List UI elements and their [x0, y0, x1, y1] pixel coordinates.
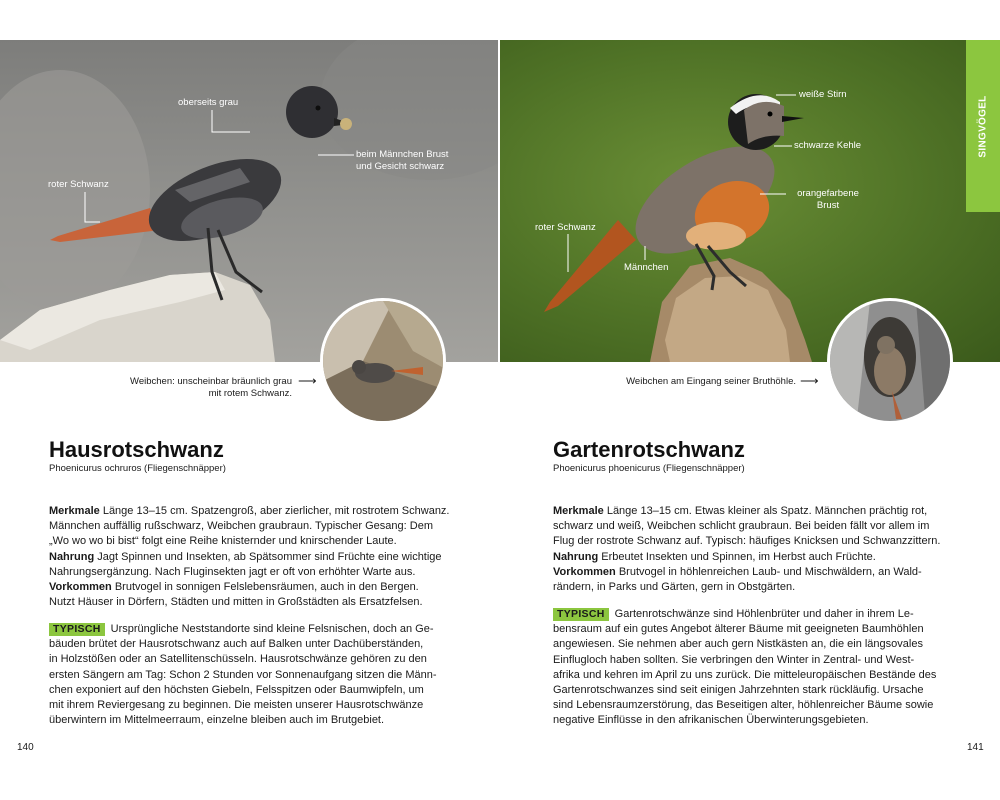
annotation-brust-line2: und Gesicht schwarz: [356, 161, 445, 172]
text-line: rändern, in Parks und Gärten, gern in Obstgärten.: [553, 581, 796, 594]
left-inset-caption-line1: Weibchen: unscheinbar bräunlich grau: [130, 376, 292, 387]
text-line: Vorkommen Brutvogel in sonnigen Felslebensräumen, auch in den Bergen.: [49, 581, 419, 594]
female-black-redstart-illustration: [323, 301, 446, 424]
annotation-kehle: schwarze Kehle: [794, 140, 862, 151]
left-page-subtitle: Phoenicurus ochruros (Fliegenschnäpper): [49, 463, 226, 474]
female-common-redstart-illustration: [830, 301, 953, 424]
text-line: Nahrung Erbeutet Insekten und Spinnen, im Herbst auch Früchte.: [553, 550, 876, 563]
text-line: bensraum auf ein gutes Angebot älterer Bäume mit geeigneten Baumhöhlen: [553, 623, 924, 636]
right-inset-caption: Weibchen am Eingang seiner Bruthöhle.: [626, 376, 796, 387]
left-body-text: [49, 504, 454, 610]
typisch-badge: TYPISCH: [49, 623, 105, 636]
text-line: chen exponiert auf den höchsten Giebeln, Felsspitzen oder Baumwipfeln, um: [49, 683, 424, 696]
annotation-schwanz: roter Schwanz: [48, 179, 109, 190]
page-number-left: 140: [17, 742, 34, 753]
right-arrow-icon: ⟶: [800, 373, 819, 388]
female-black-redstart-inset: [320, 298, 446, 424]
text-line: sind Lebensraumzerstörung, das Beseitigen alter, höhlenreicher Bäume sowie: [553, 699, 934, 712]
text-line: Gartenrotschwanzes sind seit einigen Jahrzehnten stark rückläufig. Ursache: [553, 684, 924, 697]
text-line: TYPISCH Gartenrotschwänze sind Höhlenbrüter und daher in ihrem Le-: [553, 607, 958, 622]
annotation-maennchen: Männchen: [624, 262, 669, 273]
text-line: negative Einflüsse in den afrikanischen Überwinterungsgebieten.: [553, 714, 869, 727]
text-line: Vorkommen Brutvogel in höhlenreichen Laub- und Mischwäldern, an Wald-: [553, 565, 922, 578]
text-line: TYPISCH Ursprüngliche Neststandorte sind kleine Felsnischen, doch an Ge-: [49, 622, 454, 637]
right-typisch-text: [553, 607, 958, 729]
right-body-text: [553, 504, 958, 595]
text-line: Flug der rostrote Schwanz auf. Typisch: häufiges Knicksen und Schwanzzittern.: [553, 535, 941, 548]
annotation-brust-line1: orangefarbene: [797, 188, 859, 199]
annotation-stirn: weiße Stirn: [799, 89, 847, 100]
annotation-brust-line2: Brust: [816, 200, 840, 211]
chapter-tab-label: SINGVÖGEL: [977, 94, 989, 158]
text-line: „Wo wo wo bi bist“ folgt eine Reihe knisternder und knirschender Laute.: [49, 535, 397, 548]
right-arrow-icon: ⟶: [298, 373, 317, 388]
text-line: Nahrungsergänzung. Nach Fluginsekten jagt er oft von erhöhter Warte aus.: [49, 565, 416, 578]
chapter-tab-label-wrap: [966, 40, 1000, 212]
annotation-schwanz: roter Schwanz: [535, 222, 596, 233]
left-inset-caption-line2: mit rotem Schwanz.: [208, 388, 292, 399]
text-line: Einflugloch haben sollten. Sie verbringen den Winter in Zentral- und West-: [553, 653, 915, 666]
text-line: mit ihrem Reviergesang zu beginnen. Die meisten unserer Hausrotschwänze: [49, 699, 424, 712]
text-line: Männchen auffällig rußschwarz, Weibchen graubraun. Typischer Gesang: Dem: [49, 520, 433, 533]
text-line: Merkmale Länge 13–15 cm. Spatzengroß, aber zierlicher, mit rostrotem Schwanz.: [49, 505, 450, 517]
text-line: angewiesen. Sie nehmen aber auch gern Nistkästen an, die ein längsovales: [553, 638, 923, 651]
text-line: ersten Sängern am Tag: Schon 2 Stunden vor Sonnenaufgang sitzen die Männ-: [49, 668, 437, 681]
text-line: schwarz und weiß, Weibchen schlicht graubraun. Bei beiden fällt vor allem im: [553, 520, 930, 533]
text-line: bäuden brütet der Hausrotschwanz auch auf Balken unter Dachüberständen,: [49, 638, 424, 651]
text-line: Merkmale Länge 13–15 cm. Etwas kleiner als Spatz. Männchen prächtig rot,: [553, 505, 928, 517]
typisch-badge: TYPISCH: [553, 608, 609, 621]
text-line: überwintern im Mittelmeerraum, einzelne bleiben auch im Brutgebiet.: [49, 714, 385, 727]
text-line: Nutzt Häuser in Dörfern, Städten und mitten in Großstädten als Ersatzfelsen.: [49, 596, 423, 609]
left-page-title: Hausrotschwanz: [49, 437, 224, 462]
annotation-brust-line1: beim Männchen Brust: [356, 149, 449, 160]
annotation-oberseits: oberseits grau: [178, 97, 239, 108]
text-line: afrika und kehren im April zu uns zurück. Die mitteleuropäischen Bestände des: [553, 668, 937, 681]
page-number-right: 141: [967, 742, 984, 753]
left-typisch-text: [49, 622, 454, 728]
right-page-title: Gartenrotschwanz: [553, 437, 745, 462]
female-common-redstart-inset: [827, 298, 953, 424]
text-line: Nahrung Jagt Spinnen und Insekten, ab Spätsommer sind Früchte eine wichtige: [49, 550, 442, 563]
text-line: in Holzstößen oder an Satellitenschüsseln. Hausrotschwänze gehören zu den: [49, 653, 427, 666]
right-page-subtitle: Phoenicurus phoenicurus (Fliegenschnäpper): [553, 463, 745, 474]
